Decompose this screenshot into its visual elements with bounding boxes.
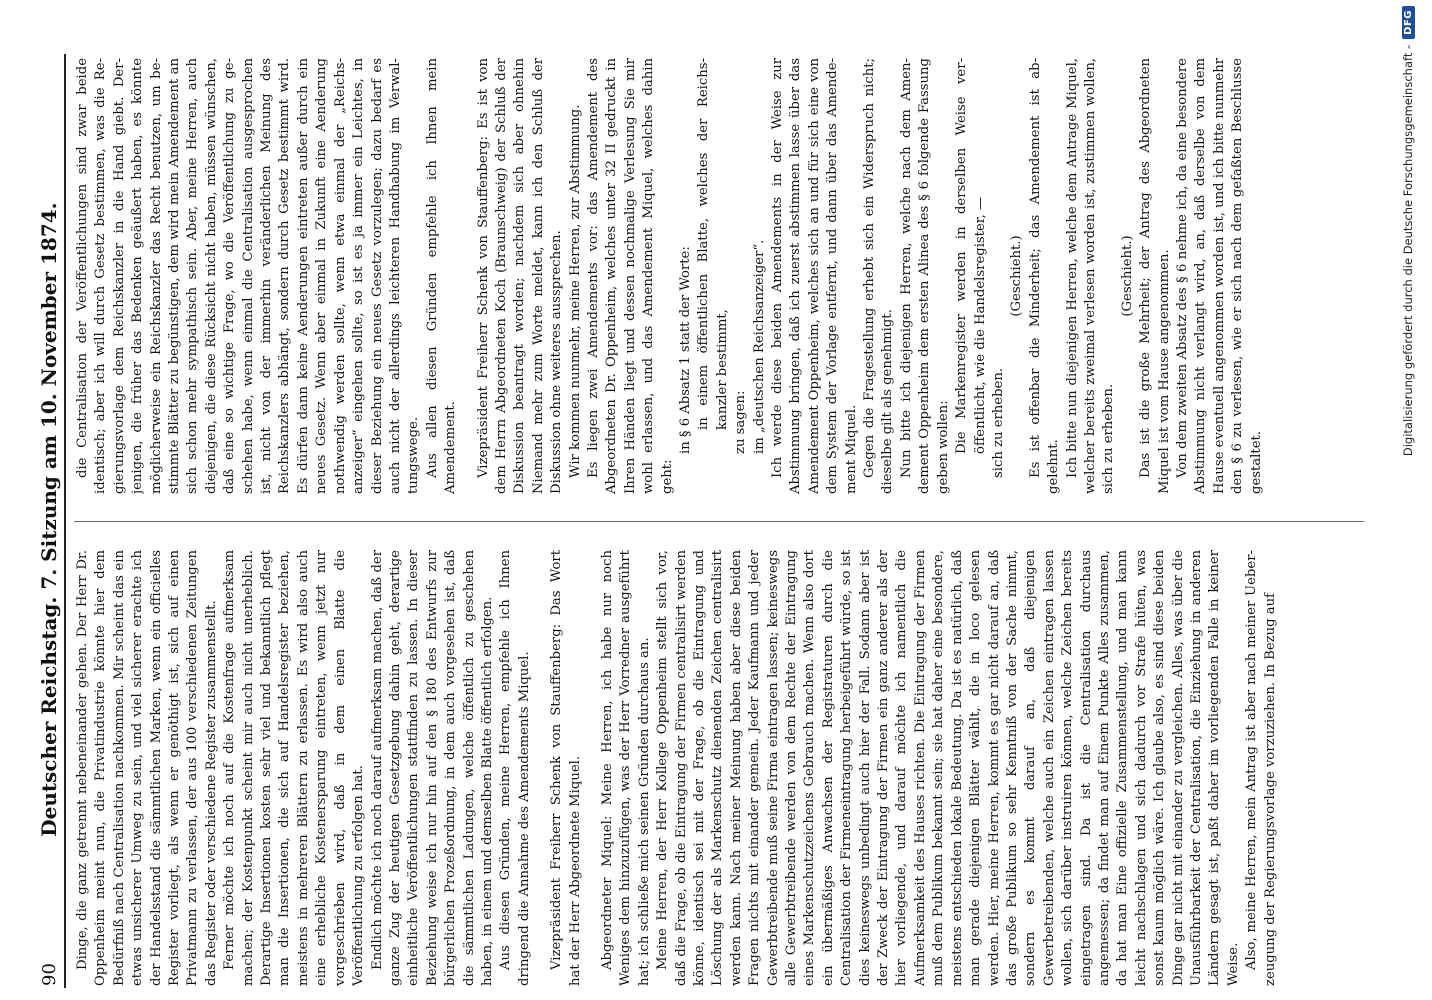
paragraph: Von dem zweiten Absatz des § 6 nehme ich, da eine besondere Abstimmung nicht verlangt wird, an, daß derselbe von dem Hause eventuell angenommen worden ist, und ich bitte nunmehr den § 6 zu verlesen, wie er sich nach dem gefaßten Beschlusse gestaltet.	[1174, 58, 1264, 494]
running-header	[32, 56, 66, 986]
paragraph: (Geschieht.)	[1119, 235, 1135, 317]
paragraph: (Geschieht.)	[1009, 235, 1025, 317]
paragraph: Meine Herren, der Herr Kollege Oppenheim stellt sich vor, daß die Frage, ob die Eintragung der Firmen centralisirt werden könne, identisch sei mit der Frage, ob die Eintragung und Löschung der als Markenschutz dienenden Zeichen centralisirt werden kann. Nach meiner Meinung haben aber diese beiden Fragen nichts mit einander gemein. Jeder Kaufmann und jeder Gewerbtreibende muß seine Firma eintragen lassen; keineswegs alle Gewerbtreibende werden von dem Rechte der Eintragung eines Markenschutzzeichens Gebrauch machen. Wenn also dort ein übermäßiges Anwachsen der Registraturen durch die Centralisation der Firmeneintragung herbeigeführt würde, so ist dies keineswegs unbedingt auch hier der Fall. Sodann aber ist der Zweck der Eintragung der Firmen ein ganz anderer als der hier vorliegende, und darauf möchte ich namentlich die Aufmerksamkeit des Hauses richten. Die Eintragung der Firmen muß dem Publikum bekannt sein; sie hat daher eine besondere, meistens entschieden lokale Bedeutung. Da ist es natürlich, daß man gerade diejenigen Blätter wählt, die in loco gelesen werden. Hier, meine Herren, kommt es gar nicht darauf an, daß das große Publikum so sehr Kenntniß von der Sache nimmt, sondern es kommt darauf an, daß diejenigen Gewerbetreibenden, welche auch ein Zeichen eintragen lassen wollen, sich darüber instruiren können, welche Zeichen bereits eingetragen sind. Da ist die Centralisation durchaus angemessen; da findet man auf Einem Punkte Alles zusammen, da hat man Eine offizielle Zusammenstellung, und man kann leicht nachschlagen und sich dadurch vor Strafe hüten, was sonst kaum möglich wäre. Ich glaube also, es sind diese beiden Dinge gar nicht mit einander zu vergleichen. Alles, was über die Unausführbarkeit der Centralisation, die Einziehung in anderen Ländern gesagt ist, paßt daher im vorliegenden Falle in keiner Weise.	[655, 550, 1241, 986]
paragraph: Dinge, die ganz getrennt nebeneinander gehen. Der Herr Dr. Oppenheim meint nun, die Privatindustrie könnte hier dem Bedürfniß nach Centralisation nachkommen. Mir scheint das ein etwas unsicherer Umweg zu sein, und viel sicherer erachte ich der Handelsstand die sämmtlichen Marken, wenn ein officielles Register vorliegt, als wenn er genöthigt ist, sich auf einen Privatmann zu verlassen, der aus 100 verschiedenen Zeitungen das Register oder verschiedene Register zusammenstellt.	[75, 550, 219, 986]
digitization-credit	[1398, 6, 1418, 986]
text-column-right	[74, 58, 1364, 494]
credit-text: Digitalisierung gefördert durch die Deutsche Forschungsgemeinschaft -	[1401, 44, 1415, 457]
running-title: Deutscher Reichstag. 7. Sitzung am 10. November 1874.	[37, 202, 61, 837]
paragraph: Ferner möchte ich noch auf die Kostenfrage aufmerksam machen; der Kostenpunkt scheint mir auch nicht unerheblich. Derartige Insertionen kosten sehr viel und bekanntlich pflegt man die Insertionen, die sich auf Handelsregister beziehen, meistens in mehreren Blättern zu erlassen. Es wird also auch eine erhebliche Kostenersparung eintreten, wenn jetzt nur vorgeschrieben wird, daß in dem einen Blatte die Veröffentlichung zu erfolgen hat.	[222, 550, 367, 986]
paragraph-gap	[461, 58, 475, 494]
paragraph: Also, meine Herren, mein Antrag ist aber nach meiner Ueberzeugung der Regierungsvorlage vorzuziehen. In Bezug auf	[1244, 550, 1278, 986]
dfg-logo: DFG	[1402, 6, 1415, 39]
paragraph: Vizepräsident Freiherr Schenk von Stauffenberg: Es ist von dem Herrn Abgeordneten Koch (Braunschweig) der Schluß der Diskussion beantragt worden; nachdem sich aber ohnehin Niemand mehr zum Worte meldet, kann ich den Schluß der Diskussion ohne weiteres aussprechen.	[475, 58, 565, 494]
paragraph: Wir kommen nunmehr, meine Herren, zur Abstimmung.	[567, 104, 583, 478]
paragraph: Vizepräsident Freiherr Schenk von Stauffenberg: Das Wort hat der Herr Abgeordnete Miquel.	[549, 550, 583, 986]
page-number: 90	[38, 963, 60, 986]
paragraph: in § 6 Absatz 1 statt der Worte:	[678, 246, 693, 454]
paragraph: Das ist die große Mehrheit; der Antrag des Abgeordneten Miquel ist vom Hause angenommen.	[1138, 58, 1172, 494]
paragraph: zu sagen:	[733, 390, 749, 454]
paragraph: Ich werde diese beiden Amendements in der Weise zur Abstimmung bringen, daß ich zuerst abstimmen lasse über das Amendement Oppenheim, welches sich an und für sich eine von dem System der Vorlage entfernt, und dann über das Amendement Miquel.	[770, 58, 859, 494]
paragraph: Aus diesen Gründen, meine Herren, empfehle ich Ihnen dringend die Annahme des Amendements Miquel.	[498, 550, 532, 986]
paragraph: Es liegen zwei Amendements vor: das Amendement des Abgeordneten Dr. Oppenheim, welches unter 32 II gedruckt in Ihren Händen liegt und dessen nochmalige Verlesung Sie mir wohl erlassen, und das Amendement Miquel, welches dahin geht:	[585, 58, 675, 494]
paragraph: Es ist offenbar die Minderheit; das Amendement ist abgelehnt.	[1027, 58, 1062, 494]
text-column-left	[74, 550, 1364, 986]
paragraph: Die Markenregister werden in derselben Weise veröffentlicht, wie die Handelsregister, —	[954, 58, 988, 454]
paragraph: in einem öffentlichen Blatte, welches der Reichskanzler bestimmt,	[696, 58, 730, 430]
paragraph: sich zu erheben.	[990, 367, 1006, 478]
paragraph: die Centralisation der Veröffentlichungen sind zwar beide identisch; aber ich will durch Gesetz bestimmen, was die Regierungsvorlage dem Reichskanzler in die Hand giebt. Derjenigen, die früher das Bedenken geäußert haben, es könnte möglicherweise ein Reichskanzler das Recht benutzen, um bestimmte Blätter zu begünstigen, dem wird mein Amendement an sich schon mehr sympathisch sein. Aber, meine Herren, auch diejenigen, die diese Rücksicht nicht haben, müssen wünschen, daß eine so wichtige Frage, wo die Veröffentlichung zu geschehen habe, wenn einmal die Centralisation ausgesprochen ist, nicht von der immerhin veränderlichen Meinung des Reichskanzlers abhängt, sondern durch Gesetz bestimmt wird. Es dürfen dann keine Aenderungen eintreten außer durch ein neues Gesetz. Wenn aber einmal in Zukunft eine Aenderung nothwendig werden sollte, wenn etwa einmal der „Reichsanzeiger“ eingehen sollte, so ist es ja immer ein Leichtes, in dieser Beziehung ein neues Gesetz vorzulegen; dazu bedarf es auch nicht der allerdings leichteren Handhabung im Verwaltungswege.	[75, 58, 422, 494]
paragraph: im „deutschen Reichsanzeiger“.	[751, 239, 767, 454]
paragraph: Nun bitte ich diejenigen Herren, welche nach dem Amendement Oppenheim dem ersten Alinea des § 6 folgende Fassung geben wollen:	[898, 58, 951, 494]
column-divider	[74, 521, 1364, 522]
paragraph: Abgeordneter Miquel: Meine Herren, ich habe nur noch Weniges dem hinzuzufügen, was der Herr Vorredner ausgeführt hat; ich schließe mich seinen Gründen durchaus an.	[599, 550, 652, 986]
paragraph: Gegen die Fragestellung erhebt sich ein Widerspruch nicht; dieselbe gilt als genehmigt.	[862, 58, 896, 494]
paragraph-gap	[534, 550, 548, 986]
paragraph: Aus allen diesen Gründen empfehle ich Ihnen mein Amendement.	[424, 58, 459, 494]
paragraph: Endlich möchte ich noch darauf aufmerksam machen, daß der ganze Zug der heutigen Gesetzgebung dahin geht, derartige einheitliche Veröffentlichungen stattfinden zu lassen. In dieser Beziehung weise ich nur hin auf den § 180 des Entwurfs zur bürgerlichen Prozeßordnung, in dem auch vorgesehen ist, daß die sämmtlichen Ladungen, welche öffentlich zu geschehen haben, in einem und demselben Blatte öffentlich erfolgen.	[369, 550, 495, 986]
header-rule	[64, 54, 66, 988]
paragraph-gap	[585, 550, 599, 986]
paragraph: Ich bitte nun diejenigen Herren, welche dem Antrage Miquel, welcher bereits zweimal verlesen worden ist, zustimmen wollen, sich zu erheben.	[1064, 58, 1117, 494]
